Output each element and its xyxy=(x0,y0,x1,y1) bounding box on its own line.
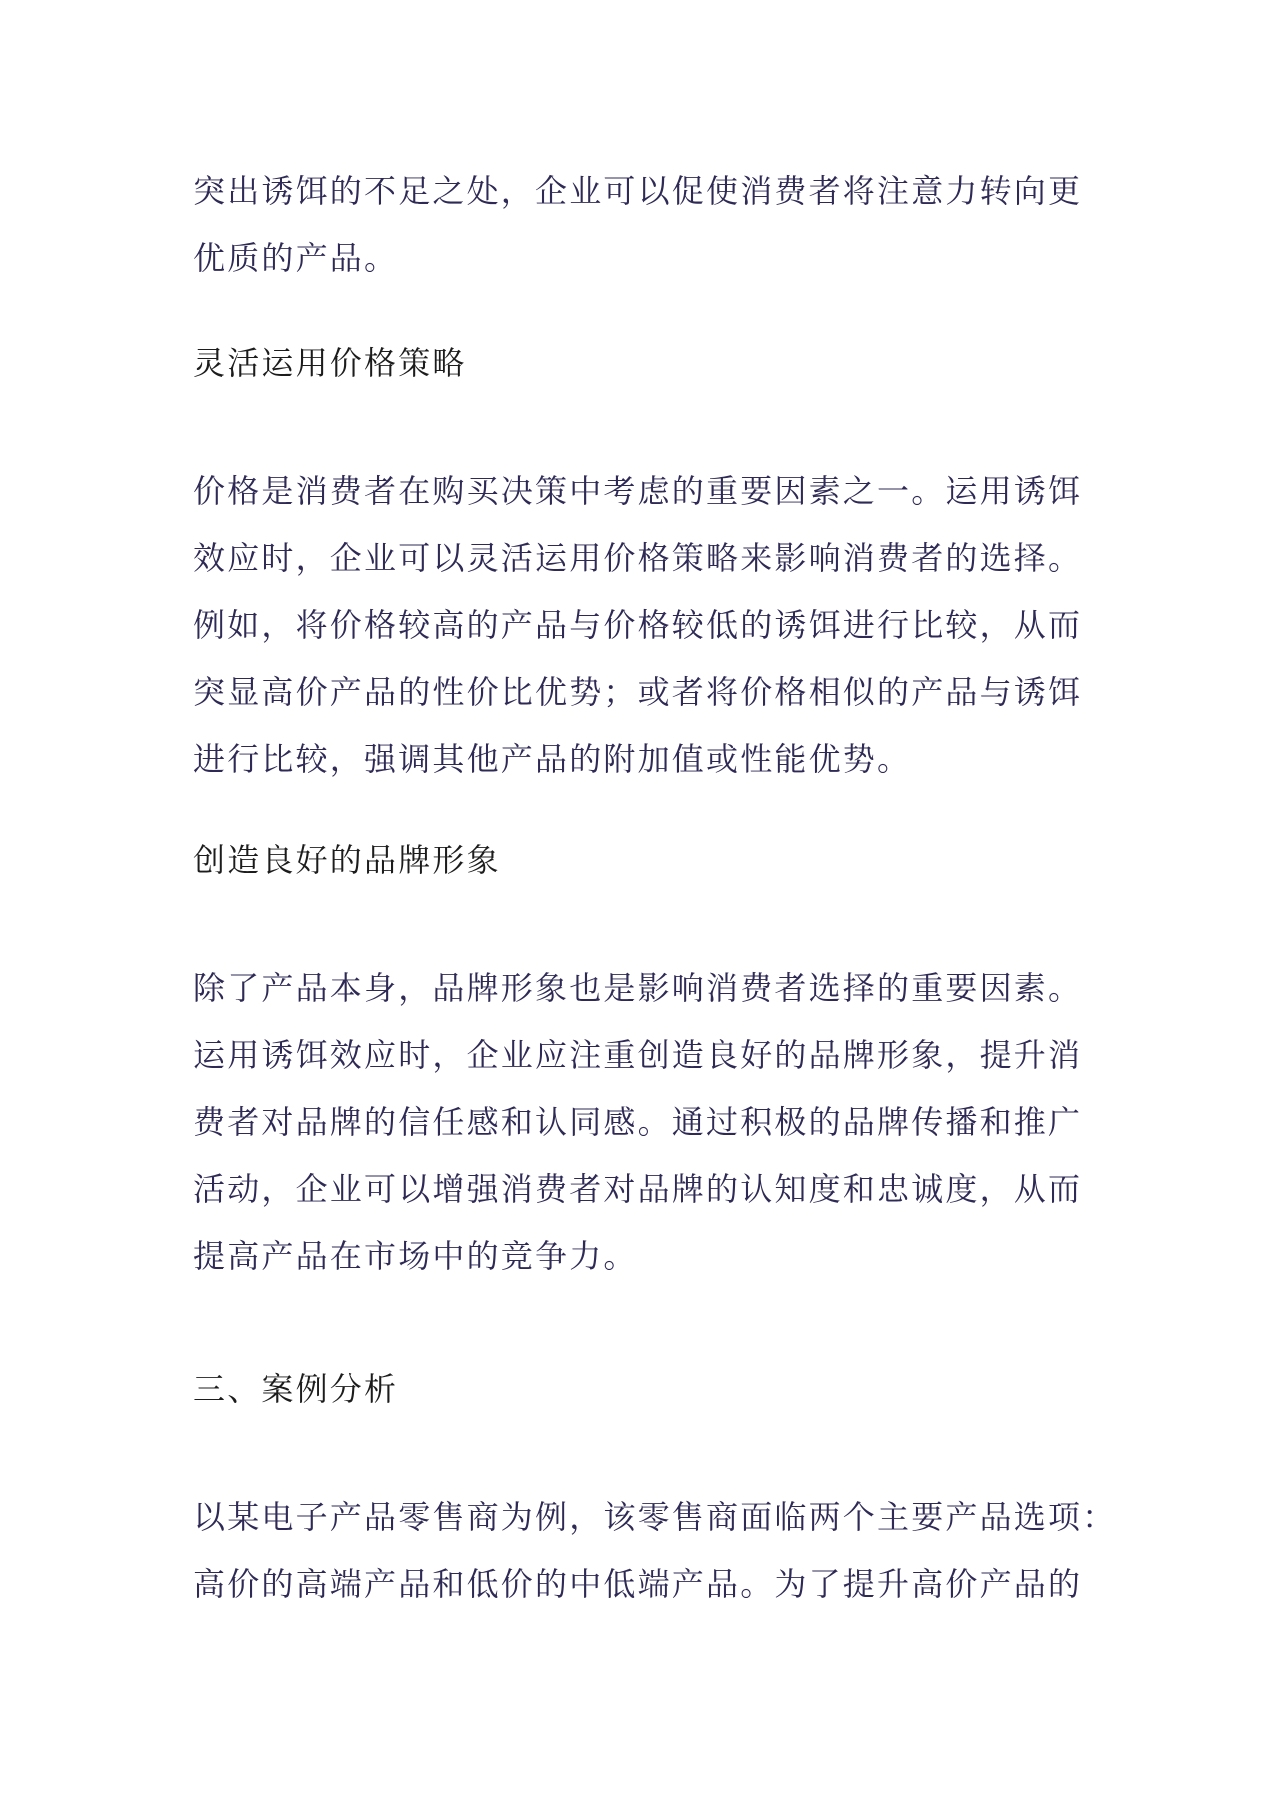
text-line: 突显高价产品的性价比优势；或者将价格相似的产品与诱饵 xyxy=(193,673,1083,711)
paragraph-brand-image xyxy=(193,955,1093,1290)
text-line: 活动，企业可以增强消费者对品牌的认知度和忠诚度，从而 xyxy=(193,1170,1083,1208)
text-line: 费者对品牌的信任感和认同感。通过积极的品牌传播和推广 xyxy=(193,1103,1083,1141)
paragraph-case-analysis xyxy=(193,1484,1117,1618)
text-line: 运用诱饵效应时，企业应注重创造良好的品牌形象，提升消 xyxy=(193,1036,1083,1074)
text-line: 提高产品在市场中的竞争力。 xyxy=(193,1237,638,1275)
text-line: 高价的高端产品和低价的中低端产品。为了提升高价产品的 xyxy=(193,1565,1083,1603)
text-line: 效应时，企业可以灵活运用价格策略来影响消费者的选择。 xyxy=(193,539,1083,577)
text-line: 优质的产品。 xyxy=(193,239,399,277)
text-line: 进行比较，强调其他产品的附加值或性能优势。 xyxy=(193,740,912,778)
text-line: 以某电子产品零售商为例，该零售商面临两个主要产品选项： xyxy=(193,1498,1117,1536)
text-line: 除了产品本身，品牌形象也是影响消费者选择的重要因素。 xyxy=(193,969,1083,1007)
heading-price-strategy: 灵活运用价格策略 xyxy=(193,344,467,382)
text-line: 价格是消费者在购买决策中考虑的重要因素之一。运用诱饵 xyxy=(193,472,1083,510)
paragraph-price-strategy xyxy=(193,458,1093,793)
heading-brand-image: 创造良好的品牌形象 xyxy=(193,841,501,879)
paragraph-intro xyxy=(193,158,1093,292)
text-line: 突出诱饵的不足之处，企业可以促使消费者将注意力转向更 xyxy=(193,172,1083,210)
heading-case-analysis: 三、案例分析 xyxy=(193,1370,399,1408)
text-line: 例如，将价格较高的产品与价格较低的诱饵进行比较，从而 xyxy=(193,606,1083,644)
